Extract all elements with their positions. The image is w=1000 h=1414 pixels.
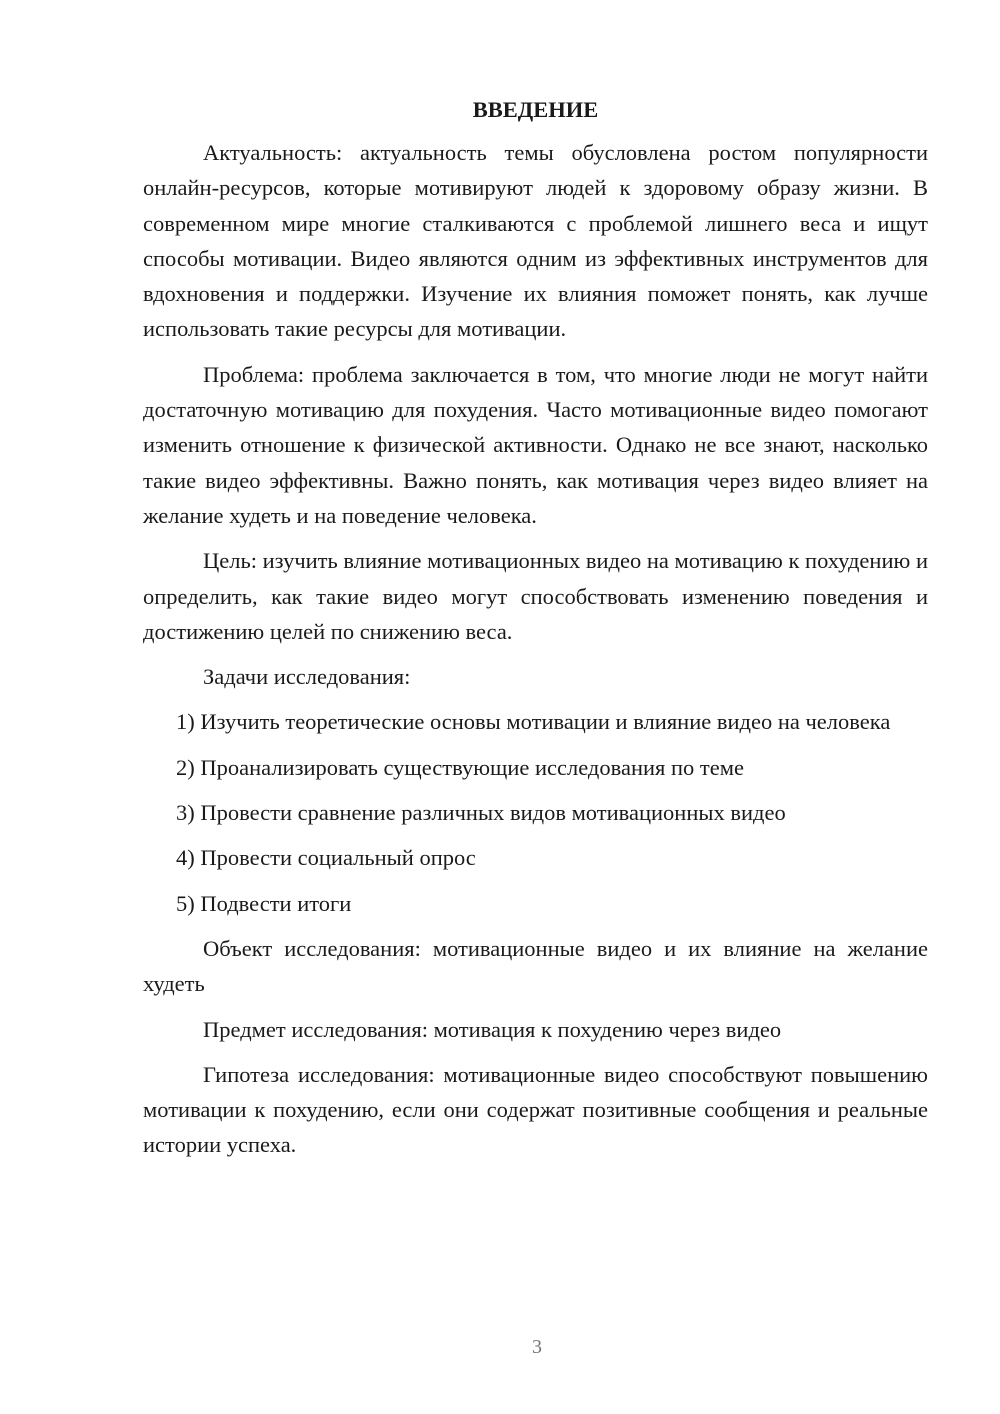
hypothesis-paragraph: Гипотеза исследования: мотивационные видео способствуют повышению мотивации к похудению, если они содержат позитивные сообщения и реальные истории успеха. <box>143 1061 928 1158</box>
problem-paragraph: Проблема: проблема заключается в том, что многие люди не могут найти достаточную мотивацию для похудения. Часто мотивационные видео помогают изменить отношение к физической активности. Однако не все знают, насколько такие видео эффективны. Важно понять, как мотивация через видео влияет на желание худеть и на поведение человека. <box>143 361 928 528</box>
task-item-1: 1) Изучить теоретические основы мотивации и влияние видео на человека <box>176 709 891 735</box>
object-paragraph: Объект исследования: мотивационные видео и их влияние на желание худеть <box>143 935 928 997</box>
tasks-heading: Задачи исследования: <box>203 664 411 690</box>
goal-paragraph: Цель: изучить влияние мотивационных видео на мотивацию к похудению и определить, как такие видео могут способствовать изменению поведения и достижению целей по снижению веса. <box>143 548 928 644</box>
document-body <box>143 92 928 1173</box>
task-item-2: 2) Проанализировать существующие исследования по теме <box>176 754 744 780</box>
task-item-5: 5) Подвести итоги <box>176 890 352 916</box>
subject-paragraph: Предмет исследования: мотивация к похудению через видео <box>203 1016 782 1042</box>
page-title: ВВЕДЕНИЕ <box>472 97 599 122</box>
task-item-3: 3) Провести сравнение различных видов мотивационных видео <box>176 800 786 826</box>
page-number: 3 <box>532 1336 542 1358</box>
task-item-4: 4) Провести социальный опрос <box>176 845 476 871</box>
relevance-paragraph: Актуальность: актуальность темы обусловлена ростом популярности онлайн-ресурсов, которые мотивируют людей к здоровому образу жизни. В современном мире многие сталкиваются с проблемой лишнего веса и ищут способы мотивации. Видео являются одним из эффективных инструментов для вдохновения и поддержки. Изучение их влияния поможет понять, как лучше использовать такие ресурсы для мотивации. <box>143 140 928 342</box>
